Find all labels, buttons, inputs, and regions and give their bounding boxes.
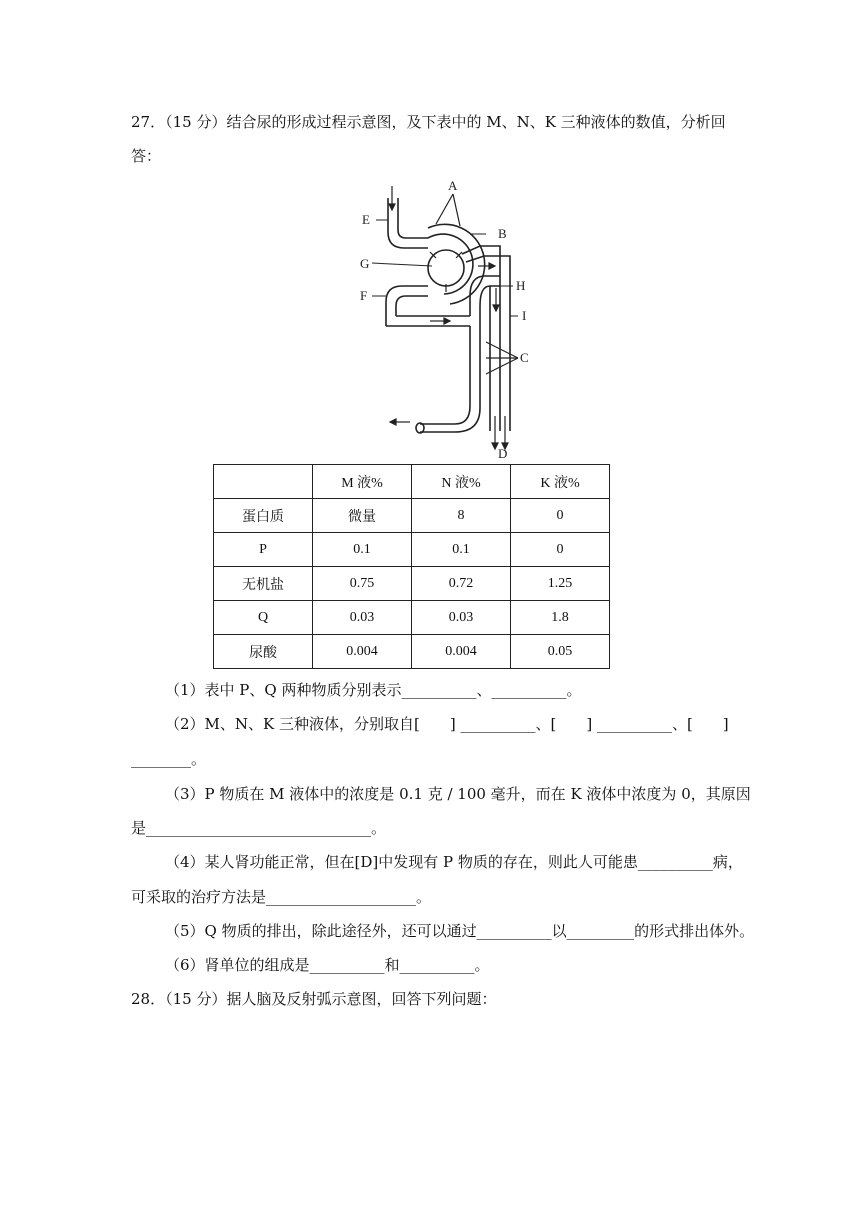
label-E: E xyxy=(362,212,370,227)
table-row xyxy=(214,601,610,635)
table-cell: 8 xyxy=(412,499,511,533)
q27-intro-line2: 答： xyxy=(131,147,162,165)
table-cell: 蛋白质 xyxy=(214,499,313,533)
label-B: B xyxy=(498,226,507,241)
question-2-line2: ________。 xyxy=(131,750,207,768)
question-5: （5）Q 物质的排出，除此途径外，还可以通过__________以_________的形式排出体外。 xyxy=(165,922,755,940)
table-cell: 1.8 xyxy=(511,601,610,635)
nephron-diagram xyxy=(340,176,540,461)
table-cell: 微量 xyxy=(313,499,412,533)
table-header-cell: N 液% xyxy=(412,465,511,499)
table-cell: 0.72 xyxy=(412,567,511,601)
table-cell: 0.03 xyxy=(313,601,412,635)
table-cell: 0.1 xyxy=(313,533,412,567)
label-I: I xyxy=(522,308,527,323)
question-1: （1）表中 P、Q 两种物质分别表示__________、__________。 xyxy=(165,681,582,699)
table-header-cell: K 液% xyxy=(511,465,610,499)
table-cell: 尿酸 xyxy=(214,635,313,669)
table-cell: 0 xyxy=(511,533,610,567)
question-3-line2: 是______________________________。 xyxy=(131,819,387,837)
table-cell: 1.25 xyxy=(511,567,610,601)
table-cell: 0 xyxy=(511,499,610,533)
question-6: （6）肾单位的组成是__________和__________。 xyxy=(165,956,490,974)
table-cell: P xyxy=(214,533,313,567)
q27-intro-line1: 27．（15 分）结合尿的形成过程示意图，及下表中的 M、N、K 三种液体的数值，分析回 xyxy=(131,113,726,131)
question-3-line1: （3）P 物质在 M 液体中的浓度是 0.1 克 / 100 毫升，而在 K 液体中浓度为 0，其原因 xyxy=(165,785,751,803)
q28-intro: 28．（15 分）据人脑及反射弧示意图，回答下列问题： xyxy=(131,990,497,1008)
table-row xyxy=(214,533,610,567)
table-cell: 0.004 xyxy=(412,635,511,669)
label-C: C xyxy=(520,350,529,365)
table-cell: 0.1 xyxy=(412,533,511,567)
table-cell: Q xyxy=(214,601,313,635)
table-cell: 0.05 xyxy=(511,635,610,669)
table-cell: 无机盐 xyxy=(214,567,313,601)
table-row xyxy=(214,567,610,601)
label-D: D xyxy=(498,446,508,461)
fluid-composition-table xyxy=(213,464,610,669)
table-cell: 0.75 xyxy=(313,567,412,601)
question-2-line1: （2）M、N、K 三种液体，分别取自[ ] __________、[ ] __________、[ ] xyxy=(165,715,729,733)
table-header-cell xyxy=(214,465,313,499)
table-row xyxy=(214,635,610,669)
label-G: G xyxy=(360,256,370,271)
label-H: H xyxy=(516,278,526,293)
question-4-line2: 可采取的治疗方法是____________________。 xyxy=(131,888,432,906)
question-4-line1: （4）某人肾功能正常，但在[D]中发现有 P 物质的存在，则此人可能患__________病， xyxy=(165,853,743,871)
table-row xyxy=(214,499,610,533)
table-header-row xyxy=(214,465,610,499)
table-cell: 0.03 xyxy=(412,601,511,635)
table-header-cell: M 液% xyxy=(313,465,412,499)
label-A: A xyxy=(448,178,458,193)
label-F: F xyxy=(360,288,368,303)
table-cell: 0.004 xyxy=(313,635,412,669)
